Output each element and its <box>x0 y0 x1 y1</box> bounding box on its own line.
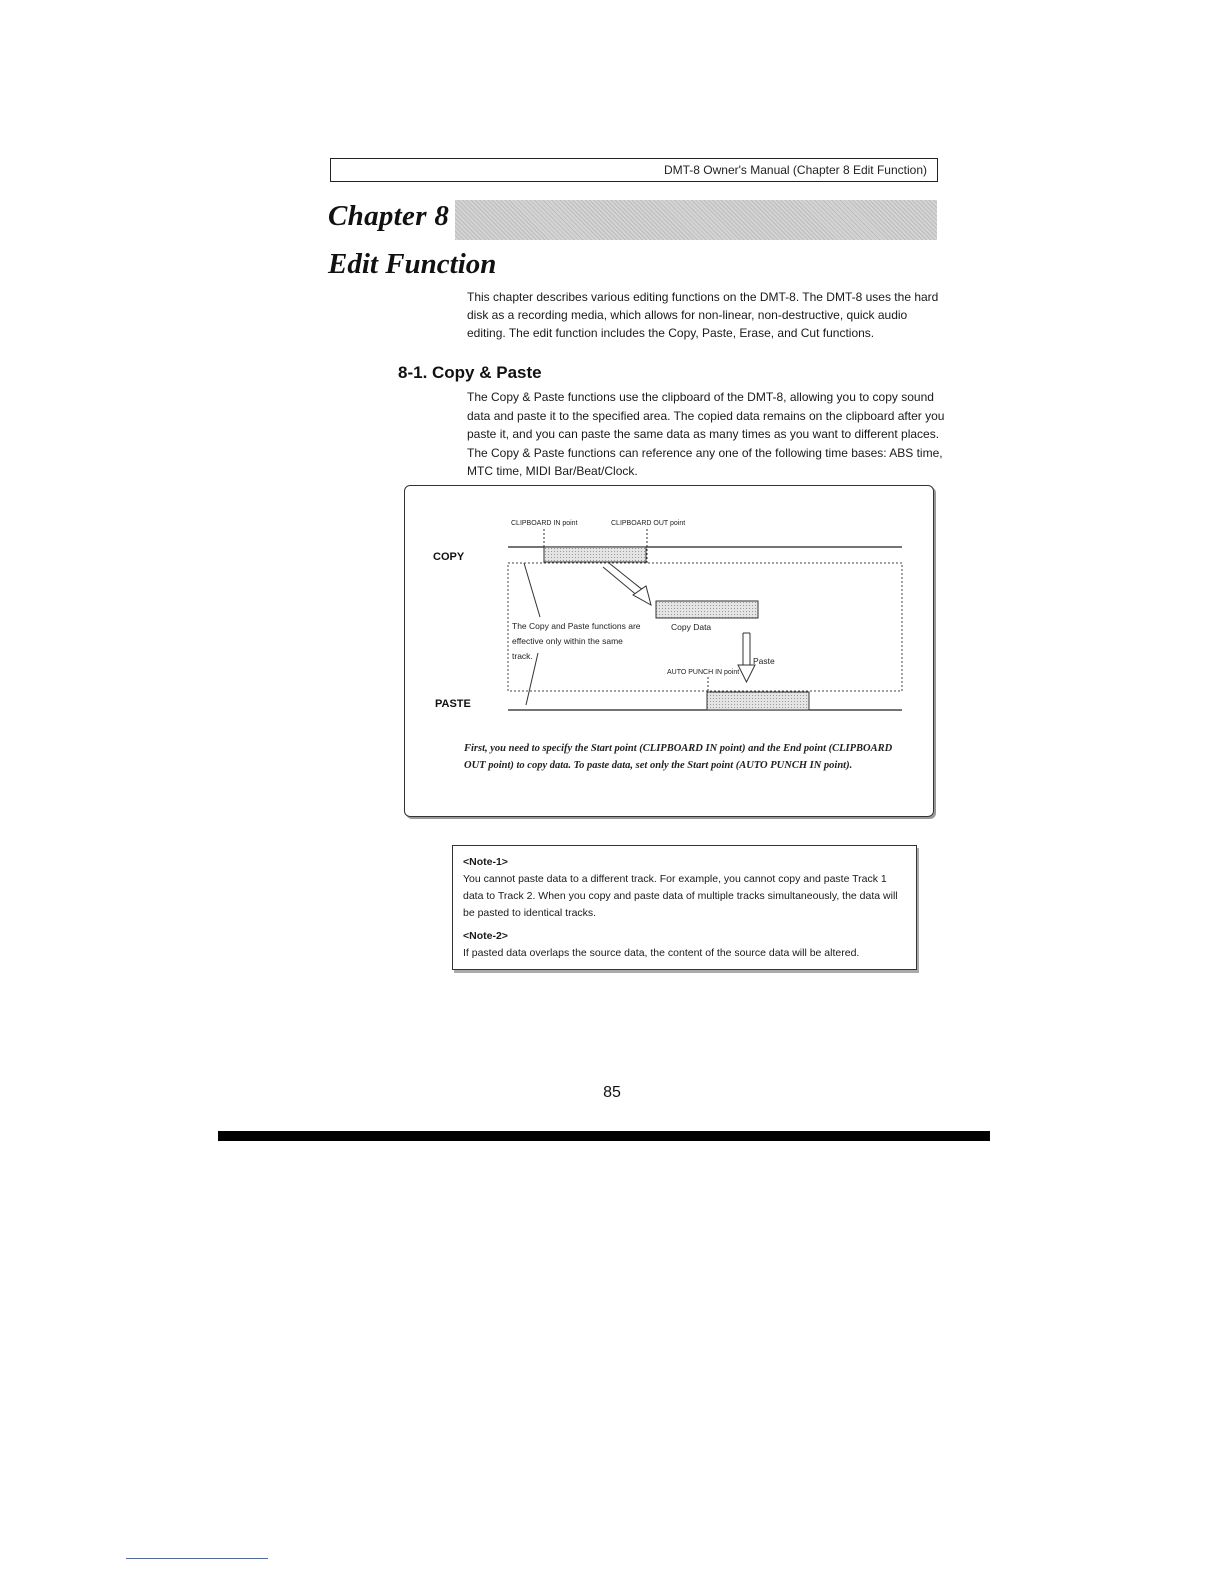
track-note-line-3: track. <box>512 651 533 661</box>
copy-arrow-icon <box>603 563 651 605</box>
chapter-shaded-bar <box>455 200 937 240</box>
diagram-caption: First, you need to specify the Start point (CLIPBOARD IN point) and the End point (CLIPBOARD OUT point) to copy data. To paste data, set only the Start point (AUTO PUNCH IN point). <box>464 743 893 771</box>
page-number: 85 <box>603 1084 621 1101</box>
notes-box <box>452 845 917 970</box>
auto-punch-label: AUTO PUNCH IN point <box>667 669 740 676</box>
paste-label: PASTE <box>435 698 471 710</box>
running-header <box>330 158 938 182</box>
section-heading: 8-1. Copy & Paste <box>398 363 542 382</box>
intro-paragraph: This chapter describes various editing functions on the DMT-8. The DMT-8 uses the hard disk as a recording media, which allows for non-linear, non-destructive, quick audio editing. The edit function includes the Copy, Paste, Erase, and Cut functions. <box>467 290 939 340</box>
footer-rule <box>218 1131 990 1141</box>
clipboard-in-label: CLIPBOARD IN point <box>511 520 578 527</box>
note-1-label: <Note-1> <box>463 856 508 868</box>
track-note-line-2: effective only within the same <box>512 636 623 646</box>
pasted-data-region <box>707 692 809 710</box>
clipboard-out-label: CLIPBOARD OUT point <box>611 520 686 527</box>
corner-line <box>126 1558 268 1559</box>
copy-source-region <box>544 547 646 562</box>
note-pointer-top <box>524 563 540 617</box>
chapter-title: Edit Function <box>328 248 497 280</box>
copy-data-block <box>656 601 758 618</box>
note-2-text: If pasted data overlaps the source data, the content of the source data will be altered. <box>463 947 860 959</box>
running-header-text: DMT-8 Owner's Manual (Chapter 8 Edit Function) <box>663 163 927 177</box>
note-2-label: <Note-2> <box>463 930 508 942</box>
copy-label: COPY <box>433 551 465 563</box>
copy-data-label: Copy Data <box>671 622 712 632</box>
note-1-text: You cannot paste data to a different track. For example, you cannot copy and paste Track 1 data to Track 2. When you copy and paste data of multiple tracks simultaneously, the data will be pasted to identical tracks. <box>463 873 898 919</box>
section-paragraph: The Copy & Paste functions use the clipboard of the DMT-8, allowing you to copy sound data and paste it to the specified area. The copied data remains on the clipboard after you paste it, and you can paste the same data as many times as you want to different places. The Copy & Paste functions can reference any one of the following time bases: ABS time, MTC time, MIDI Bar/Beat/Clock. <box>467 390 945 478</box>
track-note-line-1: The Copy and Paste functions are <box>512 621 641 631</box>
chapter-number: Chapter 8 <box>328 200 450 232</box>
paste-arrow-label: Paste <box>753 656 775 666</box>
